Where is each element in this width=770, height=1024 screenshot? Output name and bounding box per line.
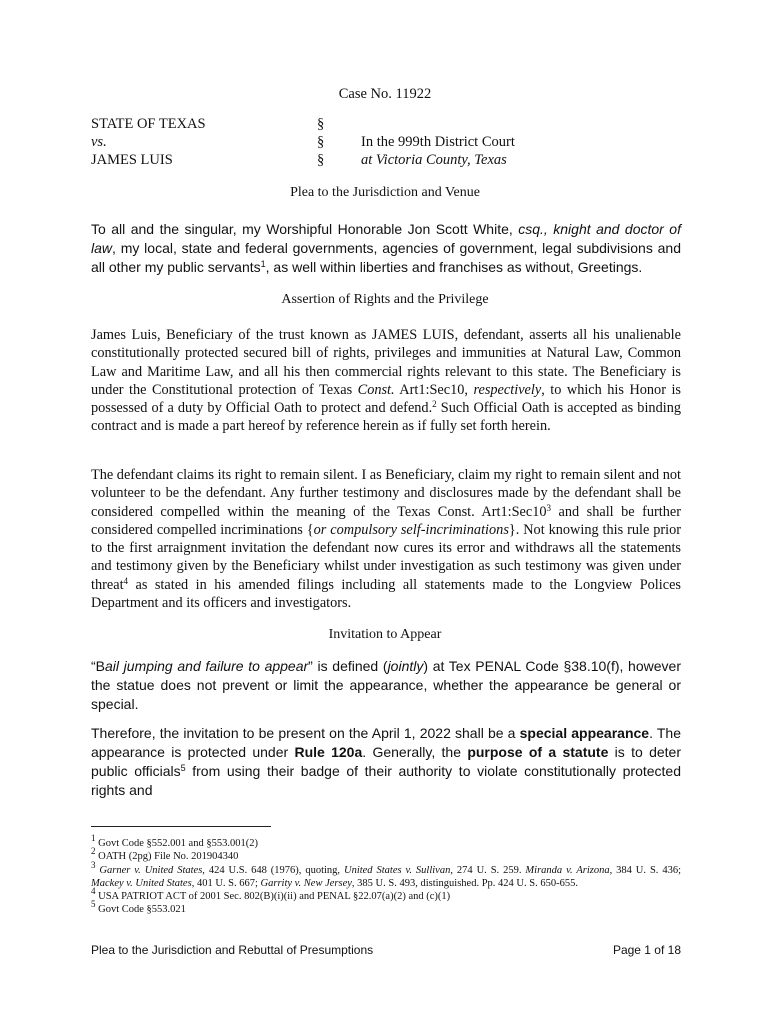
text-run: }. Not knowing this rule prior to the first arraignment invitation the defendant now cures its error and withdraws all the statements and testimony given by the Beneficiary whilst under investigation as such testimony was given under threat (91, 521, 681, 593)
caption-party-defendant: JAMES LUIS (91, 152, 173, 168)
footnote-text: , 424 U.S. 648 (1976), quoting, (202, 864, 344, 876)
text-run: To all and the singular, my Worshipful Honorable Jon Scott White, (91, 221, 519, 237)
footnote-text: Miranda v. Arizona (525, 864, 610, 876)
footnote-text: Govt Code §552.001 and §553.001(2) (95, 838, 258, 849)
footnote-number: 3 (91, 859, 96, 870)
text-run: “B (91, 658, 105, 674)
text-run: The defendant claims its right to remain silent. I as Beneficiary, claim my right to remain silent and not volunteer to be the defendant. Any further testimony and disclosures made by the defendant shall be considered compelled within the meaning of the Texas Const. Art1:Sec10 (91, 467, 681, 520)
paragraph-greeting (91, 220, 681, 277)
footnote-5 (91, 899, 681, 916)
footnote-ref: 3 (546, 502, 552, 513)
text-run: is to deter public officials (91, 744, 681, 779)
section-symbol: § (317, 152, 325, 168)
text-run: purpose of a statute (467, 744, 609, 760)
text-run: ) at Tex PENAL Code §38.10(f), however the statue does not prevent or limit the appearance, whether the appearance be general or special. (91, 658, 681, 712)
footnote-ref: 4 (123, 575, 129, 586)
footnote-text: , 274 U. S. 259. (450, 864, 526, 876)
paragraph-silent (91, 466, 681, 612)
section-symbol: § (317, 116, 325, 132)
footnote-1 (91, 833, 681, 850)
footnote-4 (91, 886, 681, 903)
footnote-separator (91, 826, 271, 827)
footnote-text: , 384 U. S. 436; (609, 864, 681, 876)
text-run: respectively (473, 381, 542, 398)
text-run: , to which his Honor is possessed of a duty by Official Oath to protect and defend. (91, 381, 681, 417)
footnote-text: USA PATRIOT ACT of 2001 Sec. 802(B)(i)(ii) and PENAL §22.07(a)(2) and (c)(1) (95, 891, 451, 903)
footnote-text: , 385 U. S. 493, distinguished. Pp. 424 U. S. 650-655. (351, 877, 578, 889)
caption-party-plaintiff: STATE OF TEXAS (91, 116, 206, 132)
paragraph-rights (91, 326, 681, 436)
text-run: ” is defined ( (308, 658, 388, 674)
footnote-number: 5 (91, 899, 96, 910)
caption-versus: vs. (91, 134, 107, 150)
footnote-text: Garrity v. New Jersey (260, 877, 352, 889)
section-symbol: § (317, 134, 325, 150)
heading-invitation: Invitation to Appear (328, 627, 442, 642)
footnote-text: Garner v. United States (95, 864, 203, 876)
text-run: . Generally, the (362, 744, 468, 760)
text-run: . The appearance is protected under (91, 725, 681, 760)
page-number: Page 1 of 18 (612, 943, 681, 957)
footnote-text: OATH (2pg) File No. 201904340 (95, 851, 239, 863)
text-run: Rule 120a (294, 744, 363, 760)
caption-row (91, 151, 691, 169)
text-run: Const. (357, 381, 395, 398)
paragraph-bail (91, 657, 681, 714)
text-run: Such Official Oath is accepted as binding contract and is made a part hereof by reference herein as if fully set forth herein. (91, 400, 681, 435)
footnote-number: 1 (91, 833, 96, 843)
text-run: Art1:Sec10, (394, 381, 474, 398)
footnotes (91, 833, 681, 917)
footnote-number: 4 (91, 886, 96, 897)
footnote-ref: 2 (432, 399, 437, 410)
footer-title: Plea to the Jurisdiction and Rebuttal of Presumptions (91, 943, 374, 957)
footnote-ref: 1 (260, 259, 266, 269)
text-run: and shall be further considered compelled incriminations { (91, 503, 681, 538)
footnote-text: Mackey v. United States (91, 877, 192, 889)
text-run: csq., knight and doctor of law (91, 221, 681, 256)
text-run: special appearance (519, 725, 650, 741)
text-run: as stated in his amended filings including all statements made to the Longview Polices Department and its officers and investigators. (91, 576, 681, 612)
text-run: or compulsory self-incriminations (313, 521, 509, 538)
text-run: from using their badge of their authority to violate constitutionally protected rights and (91, 763, 681, 798)
footnote-text: , 401 U. S. 667; (191, 877, 261, 889)
case-caption (91, 115, 691, 169)
caption-court: In the 999th District Court (361, 134, 515, 150)
text-run: jointly (387, 658, 424, 674)
paragraph-therefore (91, 724, 681, 800)
footnote-ref: 5 (180, 763, 186, 773)
case-number: Case No. 11922 (338, 86, 432, 102)
text-run: Therefore, the invitation to be present on the April 1, 2022 shall be a (91, 725, 520, 741)
heading-rights: Assertion of Rights and the Privilege (281, 292, 489, 307)
text-run: , as well within liberties and franchises as without, Greetings. (265, 259, 643, 275)
footnote-2 (91, 846, 681, 863)
footnote-text: Govt Code §553.021 (95, 904, 186, 916)
caption-row (91, 133, 691, 151)
caption-row (91, 115, 691, 133)
text-run: James Luis, Beneficiary of the trust known as JAMES LUIS, defendant, asserts all his unalienable constitutionally protected secured bill of rights, privileges and immunities at Natural Law, Common Law and Maritime Law, and all his then commercial rights relevant to this state. The Beneficiary is under the Constitutional protection of Texas (91, 327, 681, 398)
heading-plea: Plea to the Jurisdiction and Venue (290, 185, 480, 200)
footnote-3 (91, 859, 681, 891)
footnote-number: 2 (91, 846, 96, 857)
footnote-text: United States v. Sullivan (343, 864, 451, 876)
text-run: ail jumping and failure to appear (105, 658, 309, 674)
text-run: , my local, state and federal governments, agencies of government, legal subdivisions and all other my public servants (91, 240, 681, 275)
caption-venue: at Victoria County, Texas (361, 152, 507, 168)
